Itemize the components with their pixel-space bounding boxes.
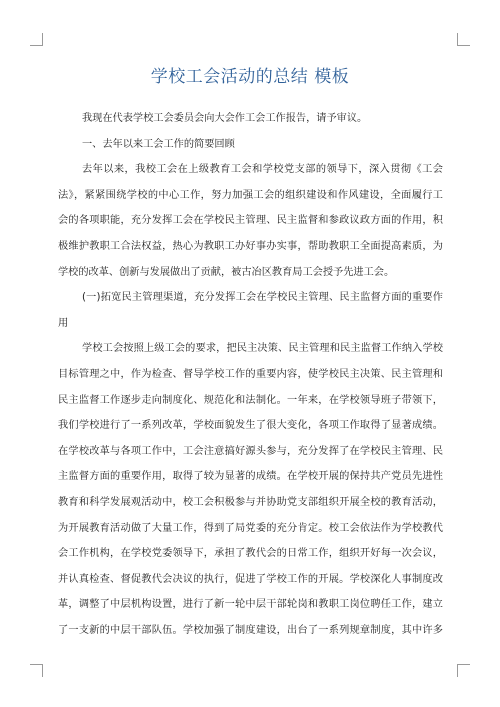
body-line: 一、去年以来工会工作的简要回顾 <box>82 138 235 150</box>
document-title: 学校工会活动的总结 模板 <box>150 67 350 87</box>
body-line: 了一支新的中层干部队伍。学校加强了制度建设，出台了一系列规章制度，其中许多 <box>58 624 443 636</box>
crop-mark-bottom-left <box>30 664 43 677</box>
crop-mark-top-left <box>30 33 43 46</box>
body-line: (一)拓宽民主管理渠道，充分发挥工会在学校民主管理、民主监督方面的重要作 <box>82 292 443 304</box>
body-line: 我现在代表学校工会委员会向大会作工会工作报告，请予审议。 <box>82 113 368 124</box>
crop-mark-top-right <box>457 33 470 46</box>
body-line: 用 <box>58 317 69 329</box>
body-line: 革，调整了中层机构设置，进行了新一轮中层干部轮岗和教职工岗位聘任工作，建立 <box>58 599 443 611</box>
body-line: 为开展教育活动做了大量工作，得到了局党委的充分肯定。校工会依法作为学校教代 <box>58 522 443 534</box>
crop-mark-bottom-right <box>457 664 470 677</box>
body-line: 在学校改革与各项工作中，工会注意搞好源头参与，充分发挥了在学校民主管理、民 <box>58 445 443 457</box>
body-line: 目标管理之中，作为检查、督导学校工作的重要内容，使学校民主决策、民主管理和 <box>58 368 443 380</box>
body-line: 主监督方面的重要作用，取得了较为显著的成绩。在学校开展的保持共产党员先进性 <box>58 471 443 483</box>
body-line: 去年以来，我校工会在上级教育工会和学校党支部的领导下，深入贯彻《工会 <box>82 164 443 176</box>
body-line: 我们学校进行了一系列改革，学校面貌发生了很大变化，各项工作取得了显著成绩。 <box>58 420 443 432</box>
document-body <box>58 106 443 643</box>
body-line: 极维护教职工合法权益，热心为教职工办好事办实事，帮助教职工全面提高素质，为 <box>58 240 443 252</box>
body-line: 并认真检查、督促教代会决议的执行，促进了学校工作的开展。学校深化人事制度改 <box>58 573 443 585</box>
body-line: 会的各项职能，充分发挥工会在学校民主管理、民主监督和参政议政方面的作用，积 <box>58 215 443 227</box>
body-line: 民主监督工作逐步走向制度化、规范化和法制化。一年来，在学校领导班子带领下， <box>58 394 443 406</box>
body-line: 法》，紧紧围绕学校的中心工作，努力加强工会的组织建设和作风建设，全面履行工 <box>58 189 443 201</box>
body-line: 教育和科学发展观活动中，校工会积极参与并协助党支部组织开展全校的教育活动， <box>58 496 443 508</box>
body-line: 学校工会按照上级工会的要求，把民主决策、民主管理和民主监督工作纳入学校 <box>82 343 443 355</box>
body-line: 会工作机构，在学校党委领导下，承担了教代会的日常工作，组织开好每一次会议， <box>58 548 443 560</box>
body-line: 学校的改革、创新与发展做出了贡献，被古冶区教育局工会授予先进工会。 <box>58 266 395 278</box>
